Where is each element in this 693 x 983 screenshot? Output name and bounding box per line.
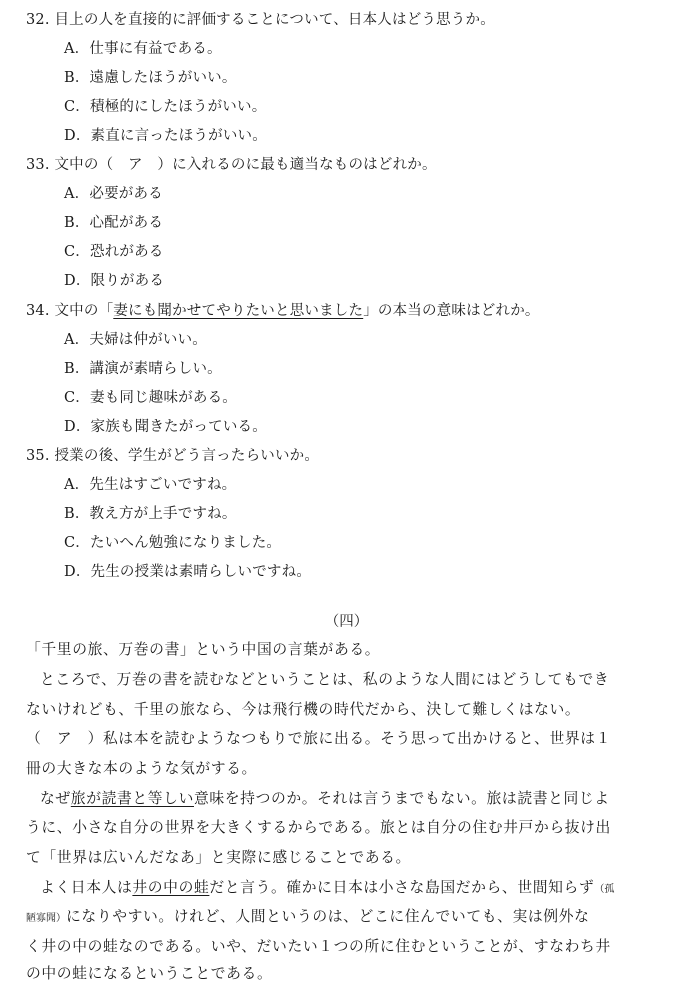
q35-option-b: B．教え方が上手ですね。 [64,506,237,522]
passage-line-9 [40,876,614,897]
q33-option-c: C．恐れがある [64,244,164,260]
q34-option-a: A．夫婦は仲がいい。 [64,332,207,348]
passage-line-2: ところで、万巻の書を読むなどということは、私のような人間にはどうしてもでき [40,671,610,688]
q33-option-a: A．必要がある [64,186,163,202]
passage-line-5: 冊の大きな本のような気がする。 [26,760,257,777]
question-number: 32. [26,12,50,28]
gloss-note: 陋寡聞） [26,913,66,924]
passage-text: よく日本人は [40,879,133,896]
gloss-note: （孤 [594,884,615,895]
passage-line-3: ないけれども、千里の旅なら、今は飛行機の時代だから、決して難しくはない。 [26,701,581,718]
question-number: 33. [26,157,50,173]
passage-text: だと言う。確かに日本は小さな島国だから、世間知らず [209,879,595,896]
passage-line-6 [40,787,610,808]
passage-line-8: て「世界は広いんだなあ」と実際に感じることである。 [26,849,411,866]
question-32 [26,8,495,29]
question-33 [26,153,437,174]
passage-text: なぜ [40,790,71,807]
q35-option-a: A．先生はすごいですね。 [64,477,237,493]
question-35 [26,444,319,465]
section-heading: （四） [324,614,369,630]
underlined-phrase: 旅が読書と等しい [70,790,194,807]
passage-text: 意味を持つのか。それは言うまでもない。旅は読書と同じよ [193,790,610,807]
question-stem: 目上の人を直接的に評価することについて、日本人はどう思うか。 [54,12,495,28]
q35-option-c: C．たいへん勉強になりました。 [64,535,282,551]
passage-line-4: （ ア ）私は本を読むようなつもりで旅に出る。そう思って出かけると、世界は１ [26,730,612,747]
q34-option-d: D．家族も聞きたがっている。 [64,419,267,435]
question-34 [26,299,540,320]
q32-option-c: C．積極的にしたほうがいい。 [64,99,267,115]
passage-text: になりやすい。けれど、人間というのは、どこに住んでいても、実は例外な [66,908,590,925]
passage-line-1: 「千里の旅、万巻の書」という中国の言葉がある。 [26,641,381,658]
q32-option-b: B．遠慮したほうがいい。 [64,70,237,86]
question-number: 34. [26,303,50,319]
question-stem-underlined: 妻にも聞かせてやりたいと思いました [113,303,364,319]
passage-line-12: の中の蛙になるということである。 [26,965,273,982]
passage-line-10 [26,905,590,926]
q33-option-b: B．心配がある [64,215,164,231]
q34-option-b: B．講演が素晴らしい。 [64,361,222,377]
question-stem-post: 」の本当の意味はどれか。 [363,303,540,319]
question-stem: 文中の（ ア ）に入れるのに最も適当なものはどれか。 [54,157,437,173]
q33-option-d: D．限りがある [64,273,165,289]
q35-option-d: D．先生の授業は素晴らしいですね。 [64,564,312,580]
underlined-phrase: 井の中の蛙 [132,879,210,896]
q34-option-c: C．妻も同じ趣味がある。 [64,390,237,406]
question-stem: 授業の後、学生がどう言ったらいいか。 [54,448,320,464]
question-number: 35. [26,448,50,464]
q32-option-a: A．仕事に有益である。 [64,41,222,57]
passage-line-11: く井の中の蛙なのである。いや、だいたい１つの所に住むということが、すなわち井 [26,938,611,955]
q32-option-d: D．素直に言ったほうがいい。 [64,128,267,144]
question-stem-pre: 文中の「 [54,303,114,319]
passage-line-7: うに、小さな自分の世界を大きくするからである。旅とは自分の住む井戸から抜け出 [26,819,611,836]
